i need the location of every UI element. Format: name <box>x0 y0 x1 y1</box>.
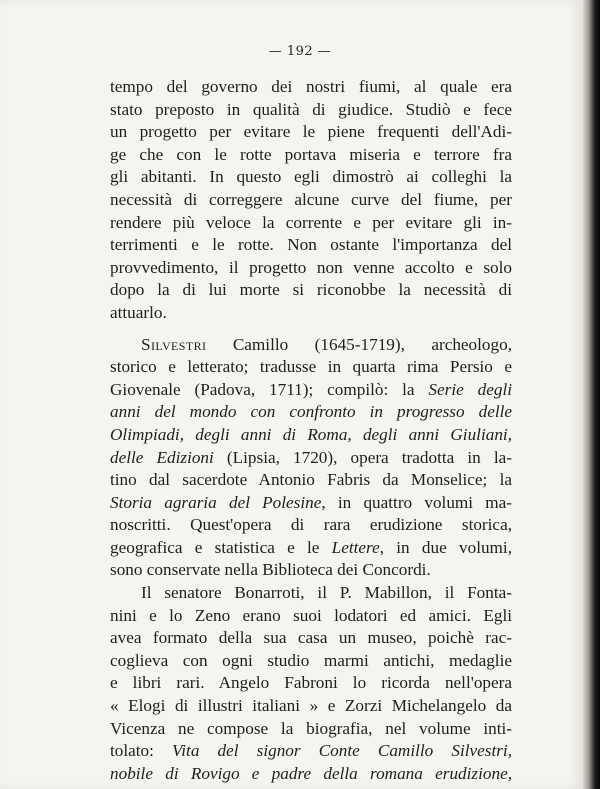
body-text <box>110 76 512 785</box>
text-segment: tolato: <box>110 741 173 761</box>
text-line: Il senatore Bonarroti, il P. Mabillon, il Fonta- <box>141 583 512 603</box>
text-line <box>110 401 512 424</box>
text-line: terrimenti e le rotte. Non ostante l'importanza del <box>110 235 512 255</box>
paragraph-friends-museum <box>110 582 512 785</box>
book-title: Storia agraria del Polesine <box>110 492 322 512</box>
book-title: delle Edizioni <box>110 447 214 467</box>
text-segment: Giovenale (Padova, 1711); compilò: la <box>110 379 429 399</box>
text-line: e libri rari. Angelo Fabroni lo ricorda nell'opera <box>110 673 512 693</box>
text-line: un progetto per evitare le piene frequenti dell'Adi- <box>110 122 512 142</box>
page-number: — 192 — <box>268 44 332 59</box>
book-title: nobile di Rovigo e padre della romana erudizione, <box>110 763 512 783</box>
text-line: dopo la di lui morte si riconobbe la necessità di <box>110 280 512 300</box>
text-line: gli abitanti. In questo egli dimostrò ai colleghi la <box>110 167 512 187</box>
book-title: Serie degli <box>428 379 512 399</box>
text-line <box>110 740 512 763</box>
text-line: Vicenza ne compose la biografia, nel volume inti- <box>110 718 512 738</box>
text-line: storico e letterato; tradusse in quarta rima Persio e <box>110 357 512 377</box>
text-line: coglieva con ogni studio marmi antichi, medaglie <box>110 650 512 670</box>
text-line <box>110 424 512 447</box>
text-segment: (Lipsia, 1720), opera tradotta in la- <box>213 447 512 467</box>
text-line: rendere più veloce la corrente e per evitare gli in- <box>110 212 512 232</box>
paragraph-river-project <box>110 76 512 325</box>
entry-name: Silvestri <box>141 334 207 354</box>
text-line: nini e lo Zeno erano suoi lodatori ed amici. Egli <box>110 605 512 625</box>
text-line: provvedimento, il progetto non venne accolto e solo <box>110 257 512 277</box>
book-title: anni del mondo con confronto in progresso delle <box>110 402 512 422</box>
text-line: ge che con le rotte portava miseria e terrore fra <box>110 144 512 164</box>
text-line: « Elogi di illustri italiani » e Zorzi Michelangelo da <box>110 696 512 716</box>
text-line: tempo del governo dei nostri fiumi, al quale era <box>110 77 512 96</box>
text-line <box>110 492 512 515</box>
book-title: Vita del signor Conte Camillo Silvestri, <box>172 741 513 761</box>
text-line <box>110 379 512 402</box>
text-segment: , in due volumi, <box>379 537 513 557</box>
paragraph-silvestri-entry <box>110 334 512 583</box>
text-line: tino dal sacerdote Antonio Fabris da Monselice; la <box>110 470 512 490</box>
text-line: avea formato della sua casa un museo, poichè rac- <box>110 628 512 648</box>
text-line <box>110 334 512 357</box>
text-line <box>110 763 512 786</box>
text-line: attuarlo. <box>110 302 167 322</box>
text-line <box>110 537 512 560</box>
text-segment: , in quattro volumi ma- <box>321 492 512 512</box>
text-line: stato preposto in qualità di giudice. Studiò e fece <box>110 99 512 119</box>
text-segment: geografica e statistica e le <box>110 537 332 557</box>
text-line: sono conservate nella Biblioteca dei Concordi. <box>110 560 431 580</box>
text-line: necessità di correggere alcune curve del fiume, per <box>110 189 512 209</box>
page-binding-edge <box>583 0 600 789</box>
entry-dates: Camillo (1645-1719), archeologo, <box>206 334 512 354</box>
book-title: Olimpiadi, degli anni di Roma, degli anni Giuliani, <box>110 424 512 444</box>
book-title: Lettere <box>331 537 380 557</box>
text-line <box>110 447 512 470</box>
text-line: noscritti. Quest'opera di rara erudizione storica, <box>110 515 512 535</box>
